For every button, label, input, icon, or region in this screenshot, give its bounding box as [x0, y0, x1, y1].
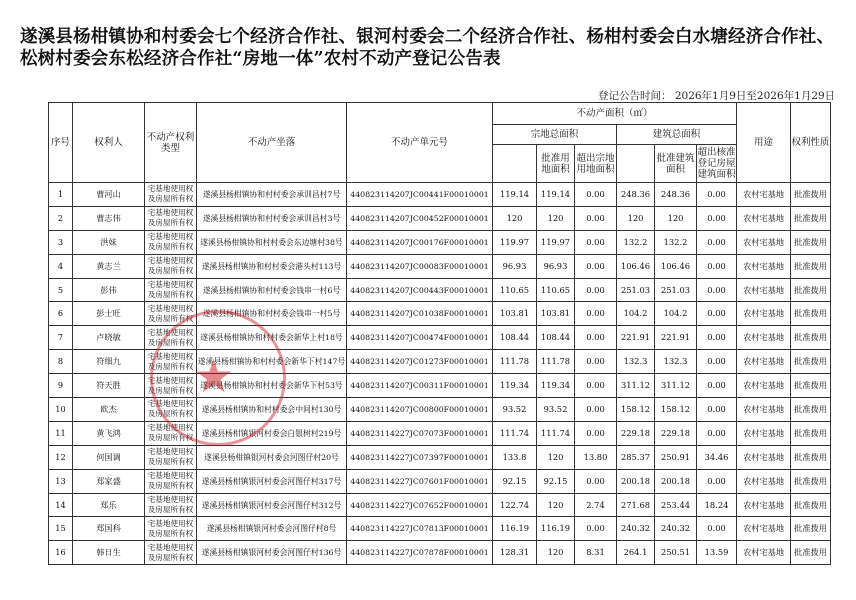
owner-cell: 洪妹 — [73, 230, 145, 254]
build-excess-cell: 0.00 — [697, 469, 737, 493]
land-approved-cell: 116.19 — [537, 517, 575, 541]
nature-cell: 批准拨用 — [791, 398, 831, 422]
location-cell: 遂溪县杨柑镇协和村村委会钱串一村6号 — [197, 278, 347, 302]
land-area-cell: 93.52 — [493, 398, 537, 422]
table-row — [49, 350, 831, 374]
table-row — [49, 493, 831, 517]
build-excess-cell: 0.00 — [697, 517, 737, 541]
unit-no-cell: 440823114227JC07397F00010001 — [347, 445, 493, 469]
usage-cell: 农村宅基地 — [737, 302, 791, 326]
build-approved-cell: 250.51 — [655, 541, 697, 565]
build-area-cell: 132.3 — [617, 350, 655, 374]
seq-cell: 16 — [49, 541, 73, 565]
build-approved-cell: 221.91 — [655, 326, 697, 350]
nature-cell: 批准拨用 — [791, 350, 831, 374]
build-area-cell: 251.03 — [617, 278, 655, 302]
usage-cell: 农村宅基地 — [737, 350, 791, 374]
unit-no-cell: 440823114207JC00311F00010001 — [347, 374, 493, 398]
seq-cell: 14 — [49, 493, 73, 517]
usage-cell: 农村宅基地 — [737, 469, 791, 493]
land-approved-cell: 120 — [537, 206, 575, 230]
land-approved-cell: 120 — [537, 541, 575, 565]
usage-cell: 农村宅基地 — [737, 374, 791, 398]
build-area-cell: 240.32 — [617, 517, 655, 541]
land-excess-cell: 0.00 — [575, 517, 617, 541]
build-approved-cell: 132.2 — [655, 230, 697, 254]
owner-cell: 郑家盛 — [73, 469, 145, 493]
land-approved-cell: 119.97 — [537, 230, 575, 254]
table-row — [49, 206, 831, 230]
nature-cell: 批准拨用 — [791, 421, 831, 445]
right-type-cell: 宅基地使用权及房屋所有权 — [145, 230, 197, 254]
build-area-cell: 120 — [617, 206, 655, 230]
build-area-cell: 271.68 — [617, 493, 655, 517]
build-excess-cell: 0.00 — [697, 230, 737, 254]
nature-cell: 批准拨用 — [791, 254, 831, 278]
location-cell: 遂溪县杨柑镇银河村委会河图仔村136号 — [197, 541, 347, 565]
unit-no-cell: 440823114227JC07073F00010001 — [347, 421, 493, 445]
build-excess-cell: 0.00 — [697, 183, 737, 207]
nature-cell: 批准拨用 — [791, 493, 831, 517]
unit-no-cell: 440823114227JC07878F00010001 — [347, 541, 493, 565]
usage-cell: 农村宅基地 — [737, 541, 791, 565]
build-approved-cell: 250.91 — [655, 445, 697, 469]
build-approved-cell: 104.2 — [655, 302, 697, 326]
land-area-cell: 92.15 — [493, 469, 537, 493]
build-approved-cell: 248.36 — [655, 183, 697, 207]
build-area-cell: 311.12 — [617, 374, 655, 398]
owner-cell: 何国调 — [73, 445, 145, 469]
unit-no-cell: 440823114207JC00800F00010001 — [347, 398, 493, 422]
land-area-cell: 119.14 — [493, 183, 537, 207]
land-excess-cell: 0.00 — [575, 302, 617, 326]
land-area-cell: 96.93 — [493, 254, 537, 278]
location-cell: 遂溪县杨柑镇协和村村委会承训昌村3号 — [197, 206, 347, 230]
header-build-total-blank — [617, 145, 655, 183]
land-excess-cell: 2.74 — [575, 493, 617, 517]
land-excess-cell: 0.00 — [575, 183, 617, 207]
header-build-approved: 批准建筑面积 — [655, 145, 697, 183]
owner-cell: 卢晓敏 — [73, 326, 145, 350]
right-type-cell: 宅基地使用权及房屋所有权 — [145, 398, 197, 422]
land-area-cell: 133.8 — [493, 445, 537, 469]
owner-cell: 彭伟 — [73, 278, 145, 302]
nature-cell: 批准拨用 — [791, 469, 831, 493]
land-excess-cell: 8.31 — [575, 541, 617, 565]
location-cell: 遂溪县杨柑镇协和村村委会新华下村53号 — [197, 374, 347, 398]
location-cell: 遂溪县杨柑镇银河村委会河图仔村8号 — [197, 517, 347, 541]
owner-cell: 符天胜 — [73, 374, 145, 398]
land-area-cell: 119.97 — [493, 230, 537, 254]
right-type-cell: 宅基地使用权及房屋所有权 — [145, 350, 197, 374]
build-approved-cell: 158.12 — [655, 398, 697, 422]
land-area-cell: 116.19 — [493, 517, 537, 541]
location-cell: 遂溪县杨柑镇协和村村委会东边塘村38号 — [197, 230, 347, 254]
right-type-cell: 宅基地使用权及房屋所有权 — [145, 254, 197, 278]
seq-cell: 13 — [49, 469, 73, 493]
nature-cell: 批准拨用 — [791, 183, 831, 207]
right-type-cell: 宅基地使用权及房屋所有权 — [145, 183, 197, 207]
land-excess-cell: 0.00 — [575, 206, 617, 230]
unit-no-cell: 440823114207JC00452F00010001 — [347, 206, 493, 230]
build-excess-cell: 13.59 — [697, 541, 737, 565]
build-approved-cell: 106.46 — [655, 254, 697, 278]
seq-cell: 9 — [49, 374, 73, 398]
land-area-cell: 110.65 — [493, 278, 537, 302]
header-area-group: 不动产面积（㎡） — [493, 103, 737, 125]
land-area-cell: 119.34 — [493, 374, 537, 398]
seq-cell: 3 — [49, 230, 73, 254]
usage-cell: 农村宅基地 — [737, 421, 791, 445]
unit-no-cell: 440823114207JC00441F00010001 — [347, 183, 493, 207]
land-approved-cell: 103.81 — [537, 302, 575, 326]
land-area-cell: 111.78 — [493, 350, 537, 374]
owner-cell: 郑国科 — [73, 517, 145, 541]
right-type-cell: 宅基地使用权及房屋所有权 — [145, 541, 197, 565]
table-row — [49, 302, 831, 326]
seq-cell: 8 — [49, 350, 73, 374]
land-approved-cell: 119.34 — [537, 374, 575, 398]
seq-cell: 6 — [49, 302, 73, 326]
announce-period: 登记公告时间： 2026年1月9日至2026年1月29日 — [598, 90, 836, 102]
build-approved-cell: 120 — [655, 206, 697, 230]
build-area-cell: 158.12 — [617, 398, 655, 422]
nature-cell: 批准拨用 — [791, 326, 831, 350]
header-nature: 权利性质 — [791, 103, 831, 183]
owner-cell: 欧杰 — [73, 398, 145, 422]
land-area-cell: 103.81 — [493, 302, 537, 326]
build-excess-cell: 0.00 — [697, 254, 737, 278]
land-approved-cell: 111.78 — [537, 350, 575, 374]
location-cell: 遂溪县杨柑镇银河村委会白银树村219号 — [197, 421, 347, 445]
build-area-cell: 248.36 — [617, 183, 655, 207]
usage-cell: 农村宅基地 — [737, 183, 791, 207]
table-row — [49, 398, 831, 422]
usage-cell: 农村宅基地 — [737, 398, 791, 422]
location-cell: 遂溪县杨柑镇银河村委会河图仔村20号 — [197, 445, 347, 469]
header-build-excess: 超出核准登记房屋建筑面积 — [697, 145, 737, 183]
build-approved-cell: 200.18 — [655, 469, 697, 493]
nature-cell: 批准拨用 — [791, 206, 831, 230]
right-type-cell: 宅基地使用权及房屋所有权 — [145, 469, 197, 493]
land-approved-cell: 110.65 — [537, 278, 575, 302]
land-approved-cell: 120 — [537, 493, 575, 517]
land-approved-cell: 108.44 — [537, 326, 575, 350]
location-cell: 遂溪县杨柑镇协和村村委会新华上村18号 — [197, 326, 347, 350]
right-type-cell: 宅基地使用权及房屋所有权 — [145, 302, 197, 326]
right-type-cell: 宅基地使用权及房屋所有权 — [145, 493, 197, 517]
location-cell: 遂溪县杨柑镇协和村村委会中间村130号 — [197, 398, 347, 422]
land-approved-cell: 92.15 — [537, 469, 575, 493]
header-build-total: 建筑总面积 — [617, 125, 737, 145]
land-approved-cell: 120 — [537, 445, 575, 469]
land-excess-cell: 0.00 — [575, 374, 617, 398]
usage-cell: 农村宅基地 — [737, 493, 791, 517]
owner-cell: 韩日生 — [73, 541, 145, 565]
build-approved-cell: 240.32 — [655, 517, 697, 541]
usage-cell: 农村宅基地 — [737, 254, 791, 278]
table-row — [49, 254, 831, 278]
owner-cell: 彭士旺 — [73, 302, 145, 326]
owner-cell: 符细九 — [73, 350, 145, 374]
land-excess-cell: 0.00 — [575, 421, 617, 445]
seq-cell: 11 — [49, 421, 73, 445]
land-approved-cell: 119.14 — [537, 183, 575, 207]
unit-no-cell: 440823114227JC07813F00010001 — [347, 517, 493, 541]
build-excess-cell: 34.46 — [697, 445, 737, 469]
usage-cell: 农村宅基地 — [737, 517, 791, 541]
build-area-cell: 200.18 — [617, 469, 655, 493]
header-right-type: 不动产权利类型 — [145, 103, 197, 183]
unit-no-cell: 440823114227JC07601F00010001 — [347, 469, 493, 493]
land-area-cell: 122.74 — [493, 493, 537, 517]
table-row — [49, 517, 831, 541]
usage-cell: 农村宅基地 — [737, 206, 791, 230]
owner-cell: 黄飞鸿 — [73, 421, 145, 445]
land-approved-cell: 111.74 — [537, 421, 575, 445]
unit-no-cell: 440823114207JC00176F00010001 — [347, 230, 493, 254]
owner-cell: 曹志伟 — [73, 206, 145, 230]
table-row — [49, 183, 831, 207]
table-row — [49, 278, 831, 302]
nature-cell: 批准拨用 — [791, 517, 831, 541]
unit-no-cell: 440823114207JC00474F00010001 — [347, 326, 493, 350]
land-excess-cell: 0.00 — [575, 278, 617, 302]
unit-no-cell: 440823114207JC01038F00010001 — [347, 302, 493, 326]
land-excess-cell: 0.00 — [575, 398, 617, 422]
build-area-cell: 104.2 — [617, 302, 655, 326]
usage-cell: 农村宅基地 — [737, 230, 791, 254]
land-excess-cell: 0.00 — [575, 326, 617, 350]
build-excess-cell: 18.24 — [697, 493, 737, 517]
owner-cell: 黄志兰 — [73, 254, 145, 278]
nature-cell: 批准拨用 — [791, 278, 831, 302]
build-area-cell: 221.91 — [617, 326, 655, 350]
seq-cell: 5 — [49, 278, 73, 302]
build-area-cell: 264.1 — [617, 541, 655, 565]
table-row — [49, 541, 831, 565]
header-seq: 序号 — [49, 103, 73, 183]
right-type-cell: 宅基地使用权及房屋所有权 — [145, 445, 197, 469]
build-approved-cell: 229.18 — [655, 421, 697, 445]
table-row — [49, 326, 831, 350]
build-area-cell: 229.18 — [617, 421, 655, 445]
right-type-cell: 宅基地使用权及房屋所有权 — [145, 278, 197, 302]
build-area-cell: 285.37 — [617, 445, 655, 469]
land-excess-cell: 0.00 — [575, 469, 617, 493]
build-excess-cell: 0.00 — [697, 374, 737, 398]
header-location: 不动产坐落 — [197, 103, 347, 183]
land-area-cell: 120 — [493, 206, 537, 230]
nature-cell: 批准拨用 — [791, 230, 831, 254]
location-cell: 遂溪县杨柑镇协和村村委会承训昌村7号 — [197, 183, 347, 207]
table-row — [49, 374, 831, 398]
unit-no-cell: 440823114207JC00083F00010001 — [347, 254, 493, 278]
right-type-cell: 宅基地使用权及房屋所有权 — [145, 206, 197, 230]
nature-cell: 批准拨用 — [791, 374, 831, 398]
build-excess-cell: 0.00 — [697, 302, 737, 326]
build-area-cell: 132.2 — [617, 230, 655, 254]
land-approved-cell: 93.52 — [537, 398, 575, 422]
owner-cell: 曹河山 — [73, 183, 145, 207]
nature-cell: 批准拨用 — [791, 445, 831, 469]
seq-cell: 7 — [49, 326, 73, 350]
usage-cell: 农村宅基地 — [737, 445, 791, 469]
build-excess-cell: 0.00 — [697, 398, 737, 422]
right-type-cell: 宅基地使用权及房屋所有权 — [145, 326, 197, 350]
seq-cell: 1 — [49, 183, 73, 207]
right-type-cell: 宅基地使用权及房屋所有权 — [145, 517, 197, 541]
land-excess-cell: 0.00 — [575, 254, 617, 278]
land-area-cell: 128.31 — [493, 541, 537, 565]
seq-cell: 15 — [49, 517, 73, 541]
usage-cell: 农村宅基地 — [737, 278, 791, 302]
header-land-area: 宗地总面积 — [493, 125, 617, 145]
build-approved-cell: 253.44 — [655, 493, 697, 517]
land-approved-cell: 96.93 — [537, 254, 575, 278]
land-excess-cell: 13.80 — [575, 445, 617, 469]
header-usage: 用途 — [737, 103, 791, 183]
build-excess-cell: 0.00 — [697, 206, 737, 230]
land-area-cell: 108.44 — [493, 326, 537, 350]
location-cell: 遂溪县杨柑镇协和村村委会港头村113号 — [197, 254, 347, 278]
build-excess-cell: 0.00 — [697, 326, 737, 350]
nature-cell: 批准拨用 — [791, 302, 831, 326]
location-cell: 遂溪县杨柑镇银河村委会河图仔村312号 — [197, 493, 347, 517]
table-row — [49, 469, 831, 493]
build-excess-cell: 0.00 — [697, 421, 737, 445]
build-excess-cell: 0.00 — [697, 350, 737, 374]
land-excess-cell: 0.00 — [575, 350, 617, 374]
build-approved-cell: 251.03 — [655, 278, 697, 302]
header-owner: 权利人 — [73, 103, 145, 183]
owner-cell: 郑乐 — [73, 493, 145, 517]
land-excess-cell: 0.00 — [575, 230, 617, 254]
usage-cell: 农村宅基地 — [737, 326, 791, 350]
land-area-cell: 111.74 — [493, 421, 537, 445]
table-body — [49, 183, 831, 565]
seq-cell: 10 — [49, 398, 73, 422]
table-row — [49, 421, 831, 445]
location-cell: 遂溪县杨柑镇协和村村委会钱串一村5号 — [197, 302, 347, 326]
table-row — [49, 445, 831, 469]
unit-no-cell: 440823114227JC07652F00010001 — [347, 493, 493, 517]
header-land-approved: 批准用地面积 — [537, 145, 575, 183]
registration-table — [48, 102, 831, 565]
table-row — [49, 230, 831, 254]
header-unit-no: 不动产单元号 — [347, 103, 493, 183]
build-approved-cell: 311.12 — [655, 374, 697, 398]
seal-star-icon: ★ — [193, 349, 235, 403]
build-excess-cell: 0.00 — [697, 278, 737, 302]
build-approved-cell: 132.3 — [655, 350, 697, 374]
right-type-cell: 宅基地使用权及房屋所有权 — [145, 421, 197, 445]
unit-no-cell: 440823114207JC01273F00010001 — [347, 350, 493, 374]
header-land-total-blank — [493, 145, 537, 183]
document-title: 遂溪县杨柑镇协和村委会七个经济合作社、银河村委会二个经济合作社、杨柑村委会白水塘经济合作社、松树村委会东松经济合作社“房地一体”农村不动产登记公告表 — [20, 27, 835, 69]
seq-cell: 4 — [49, 254, 73, 278]
build-area-cell: 106.46 — [617, 254, 655, 278]
seq-cell: 12 — [49, 445, 73, 469]
seq-cell: 2 — [49, 206, 73, 230]
header-land-excess: 超出宗地用地面积 — [575, 145, 617, 183]
nature-cell: 批准拨用 — [791, 541, 831, 565]
location-cell: 遂溪县杨柑镇协和村村委会新华下村147号 — [197, 350, 347, 374]
unit-no-cell: 440823114207JC00443F00010001 — [347, 278, 493, 302]
location-cell: 遂溪县杨柑镇银河村委会河图仔村317号 — [197, 469, 347, 493]
right-type-cell: 宅基地使用权及房屋所有权 — [145, 374, 197, 398]
